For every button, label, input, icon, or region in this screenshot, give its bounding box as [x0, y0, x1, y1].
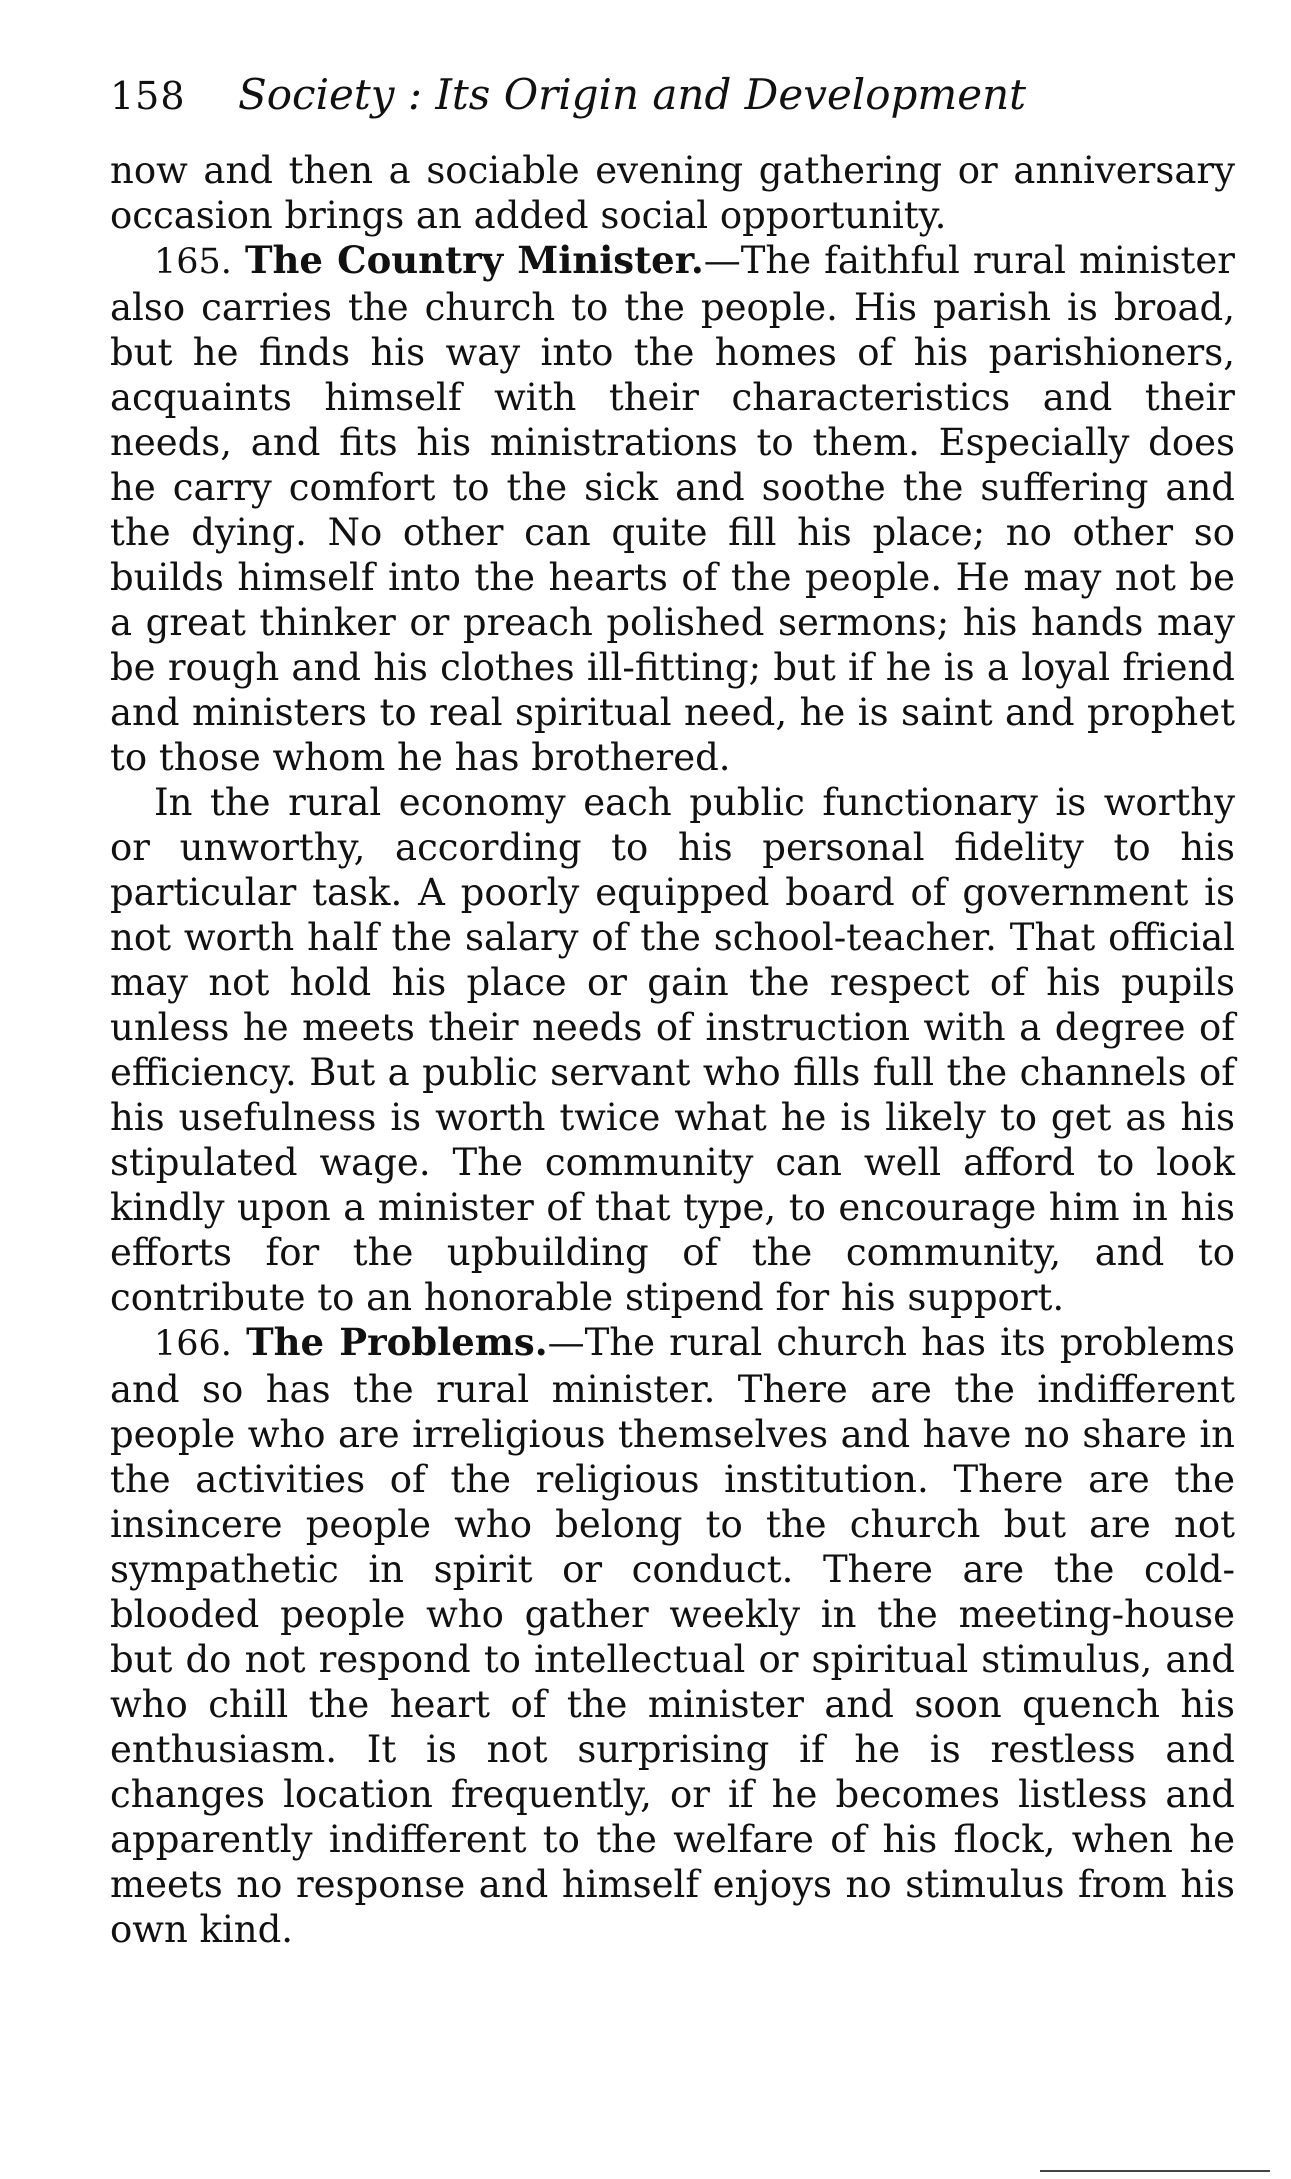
paragraph-text: now and then a sociable evening gathering or anniversary occasion brings an added social opportunity. — [110, 149, 1235, 237]
bottom-rule — [1040, 2170, 1270, 2172]
page-header — [110, 70, 1235, 136]
book-page — [110, 70, 1235, 1952]
running-title: Society : Its Origin and Development — [238, 70, 1027, 119]
paragraph-166 — [110, 1320, 1235, 1952]
paragraph-165 — [110, 238, 1235, 780]
page-number: 158 — [110, 74, 186, 118]
body-text — [110, 148, 1235, 1952]
paragraph-continuation — [110, 148, 1235, 238]
paragraph-text: —The faithful rural minister also carries the church to the people. His parish is broad, but he finds his way into the homes of his parishioners, acquaints himself with their characteristics and their needs, and fits his ministrations to them. Especially does he carry comfort to the sick and soothe the suffering and the dying. No other can quite fill his place; no other so builds himself into the hearts of the people. He may not be a great thinker or preach polished sermons; his hands may be rough and his clothes ill-fitting; but if he is a loyal friend and ministers to real spiritual need, he is saint and prophet to those whom he has brothered. — [110, 239, 1235, 779]
section-number: 166. — [154, 1324, 232, 1364]
section-heading: The Country Minister. — [244, 238, 704, 282]
paragraph-text: In the rural economy each public functionary is worthy or unworthy, according to his personal fidelity to his particular task. A poorly equipped board of government is not worth half the salary of the school-teacher. That official may not hold his place or gain the respect of his pupils unless he meets their needs of instruction with a degree of efficiency. But a public servant who fills full the channels of his usefulness is worth twice what he is likely to get as his stipulated wage. The community can well afford to look kindly upon a minister of that type, to encourage him in his efforts for the upbuilding of the community, and to contribute to an honorable stipend for his support. — [110, 781, 1235, 1319]
paragraph-rural-economy — [110, 780, 1235, 1320]
section-heading: The Problems. — [246, 1320, 548, 1364]
section-number: 165. — [154, 242, 232, 282]
paragraph-text: —The rural church has its problems and so has the rural minister. There are the indifferent people who are irreligious themselves and have no share in the activities of the religious institution. There are the insincere people who belong to the church but are not sympathetic in spirit or conduct. There are the cold-blooded people who gather weekly in the meeting-house but do not respond to intellectual or spiritual stimulus, and who chill the heart of the minister and soon quench his enthusiasm. It is not surprising if he is restless and changes location frequently, or if he becomes listless and apparently indifferent to the welfare of his flock, when he meets no response and himself enjoys no stimulus from his own kind. — [110, 1321, 1236, 1951]
